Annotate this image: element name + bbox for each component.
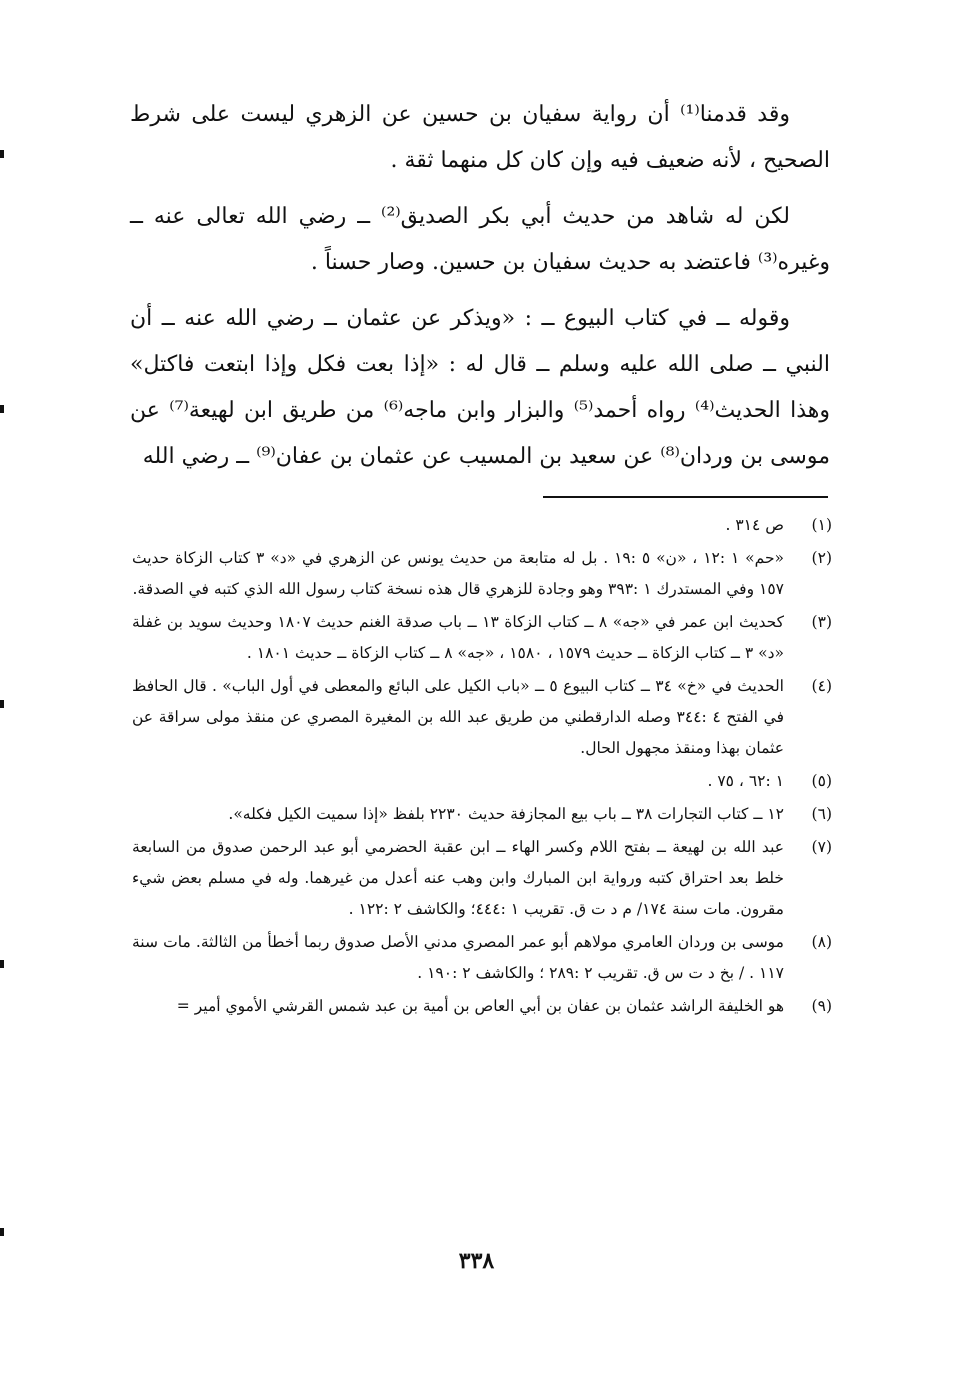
main-paragraph-2: لكن له شاهد من حديث أبي بكر الصديق⁽²⁾ ــ رضي الله تعالى عنه ــ وغيره⁽³⁾ فاعتضد به حديث سفيان بن حسين. وصار حسناً . — [130, 204, 830, 275]
footnote-8 — [132, 927, 832, 989]
footnote-text: عبد الله بن لهيعة ــ بفتح اللام وكسر الهاء ــ ابن عقبة الحضرمي أبو عبد الرحمن صدوق من السابعة خلط بعد احتراق كتبه ورواية ابن المبارك وابن وهب عنه أعدل من غيرهما. وله في مسلم بعض شيء مقرون. مات سنة ١٧٤/ م د ت ق. تقريب ١ :٤٤٤؛ والكاشف ٢ :١٢٢ . — [132, 838, 784, 918]
footnote-4 — [132, 671, 832, 764]
footnote-3 — [132, 607, 832, 669]
footnote-5 — [132, 766, 832, 797]
main-text — [130, 92, 830, 490]
footnote-number: (٥) — [811, 772, 832, 790]
footnote-text: كحديث ابن عمر في «جه» ٨ ــ كتاب الزكاة ١٣ ــ باب صدقة الغنم حديث ١٨٠٧ وحديث سويد بن غفلة «د» ٣ ــ كتاب الزكاة ــ حديث ١٥٧٩ ، ١٥٨٠ ، «جه» ٨ ــ كتاب الزكاة ــ حديث ١٨٠١ . — [132, 613, 785, 662]
main-paragraph-1: وقد قدمنا⁽¹⁾ أن رواية سفيان بن حسين عن الزهري ليست على شرط الصحيح ، لأنه ضعيف فيه وإن كان كل منهما ثقة . — [130, 102, 830, 173]
scan-edge-mark — [0, 960, 4, 968]
footnote-number: (١) — [811, 516, 832, 534]
footnote-number: (٦) — [811, 805, 832, 823]
footnote-6 — [132, 799, 832, 830]
page-number: ٣٣٨ — [458, 1248, 495, 1274]
footnote-9 — [132, 991, 832, 1022]
footnote-number: (٣) — [811, 613, 832, 631]
footnote-separator — [543, 496, 828, 498]
footnote-2 — [132, 543, 832, 605]
footnote-text: هو الخليفة الراشد عثمان بن عفان بن أبي العاص بن أمية بن عبد شمس القرشي الأموي أمير = — [176, 997, 784, 1015]
scan-edge-mark — [0, 700, 4, 708]
scan-edge-mark — [0, 405, 4, 413]
footnote-7 — [132, 832, 832, 925]
footnotes — [132, 510, 832, 1024]
scan-edge-mark — [0, 1228, 4, 1236]
main-paragraph-3: وقوله ــ في كتاب البيوع ــ : «ويذكر عن عثمان ــ رضي الله عنه ــ أن النبي ــ صلى الله عليه وسلم ــ قال له : «إذا بعت فكل وإذا ابتعت فاكتل» وهذا الحديث⁽⁴⁾ رواه أحمد⁽⁵⁾ والبزار وابن ماجه⁽⁶⁾ من طريق ابن لهيعة⁽⁷⁾ عن موسى بن وردان⁽⁸⁾ عن سعيد بن المسيب عن عثمان بن عفان⁽⁹⁾ ــ رضي الله — [130, 306, 830, 469]
footnote-text: موسى بن وردان العامري مولاهم أبو عمر المصري مدني الأصل صدوق ربما أخطأ من الثالثة. مات سنة ١١٧ . / بخ د ت س ق. تقريب ٢ :٢٨٩ ؛ والكاشف ٢ :١٩٠ . — [132, 933, 784, 982]
footnote-number: (٢) — [811, 549, 832, 567]
scan-edge-mark — [0, 150, 4, 158]
footnote-text: ١٢ ــ كتاب التجارات ٣٨ ــ باب بيع المجازفة حديث ٢٢٣٠ بلفظ «إذا سميت الكيل فكله». — [228, 805, 784, 823]
footnote-number: (٩) — [811, 997, 832, 1015]
footnote-number: (٤) — [811, 677, 832, 695]
footnote-1 — [132, 510, 832, 541]
footnote-text: «حم» ١ :١٢ ، «ن» ٥ :١٩ . بل له متابعة من حديث يونس عن الزهري في «د» ٣ كتاب الزكاة حديث ١٥٧ وفي المستدرك ١ :٣٩٣ وهو وجادة للزهري قال هذه نسخة كتاب رسول الله الذي كتبه في الصدقة. — [132, 549, 785, 598]
footnote-number: (٨) — [811, 933, 832, 951]
footnote-text: ١ :٦٢ ، ٧٥ . — [707, 772, 784, 790]
footnote-number: (٧) — [811, 838, 832, 856]
footnote-text: ص ٣١٤ . — [725, 516, 784, 534]
footnote-text: الحديث في «خ» ٣٤ ــ كتاب البيوع ٥ ــ «باب الكيل على البائع والمعطى في أول الباب» . قال الحافظ في الفتح ٤ :٣٤٤ وصله الدارقطني من طريق عبد الله بن المغيرة المصري عن منقذ مولى سراقة عن عثمان بهذا ومنقذ مجهول الحال. — [132, 677, 784, 757]
